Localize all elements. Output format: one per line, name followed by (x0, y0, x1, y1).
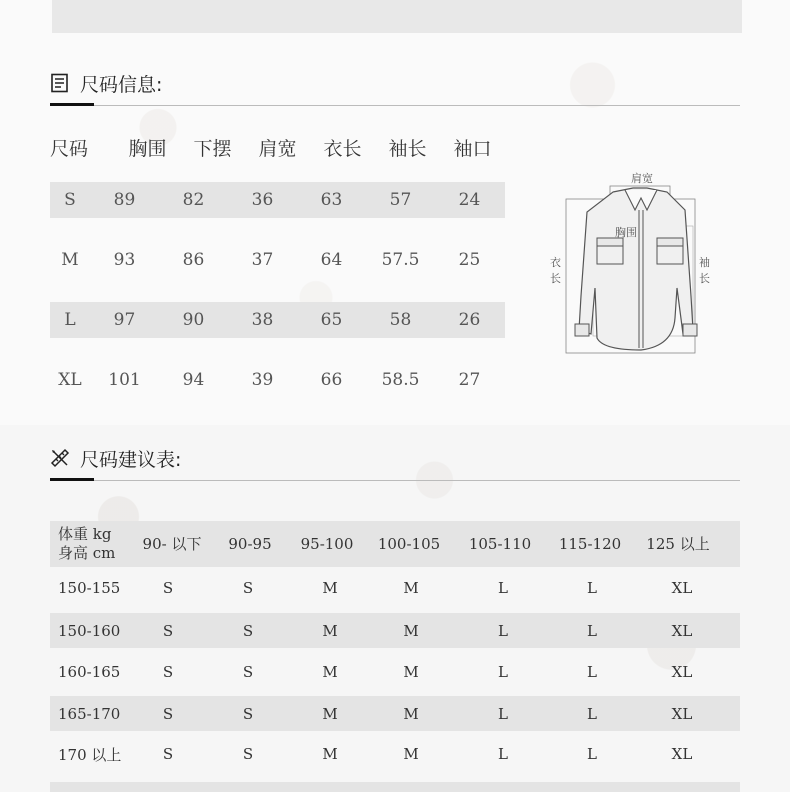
table-cell: 97 (113, 310, 136, 330)
size-cell: M (322, 704, 338, 723)
size-cell: L (587, 621, 597, 640)
table-cell: 64 (320, 250, 343, 270)
table-row (50, 362, 505, 398)
title-accent-bar (50, 478, 94, 481)
header-cell: 下摆 (193, 137, 232, 160)
height-cell: 160-165 (58, 663, 121, 681)
size-table-header (50, 130, 505, 164)
weight-column-header: 100-105 (377, 535, 441, 553)
size-cell: S (242, 745, 254, 763)
size-cell: S (242, 663, 254, 681)
size-cell: M (322, 663, 338, 681)
size-cell: M (403, 704, 419, 723)
height-cell: 165-170 (58, 704, 121, 723)
table-cell: 37 (251, 250, 274, 270)
corner-label (58, 525, 115, 563)
size-cell: M (322, 578, 338, 597)
size-cell: XL (671, 704, 693, 723)
length-label-1: 衣 (550, 256, 561, 269)
length-label-2: 长 (550, 272, 561, 285)
size-cell: L (498, 621, 508, 640)
header-cell: 尺码 (50, 137, 89, 160)
height-cell: 170 以上 (58, 745, 122, 764)
header-cell: 衣长 (323, 137, 362, 160)
table-cell: L (64, 310, 76, 330)
size-cell: L (587, 745, 597, 763)
weight-column-header: 95-100 (300, 535, 354, 553)
recommend-table-header (50, 521, 740, 567)
size-cell: L (587, 704, 597, 723)
size-cell: S (162, 745, 174, 763)
bottom-strip (50, 782, 740, 792)
table-cell: 27 (458, 370, 481, 390)
table-cell: 65 (320, 310, 343, 330)
table-cell: 24 (458, 190, 481, 210)
table-cell: 57.5 (381, 250, 420, 270)
size-info-title: 尺码信息: (80, 73, 163, 96)
size-cell: M (403, 663, 419, 681)
weight-column-header: 105-110 (468, 535, 532, 553)
table-cell: 36 (251, 190, 274, 210)
table-row (50, 182, 505, 218)
table-cell: M (61, 250, 79, 270)
size-cell: S (242, 621, 254, 640)
shirt-measurement-diagram (545, 168, 725, 358)
size-cell: M (403, 578, 419, 597)
table-cell: 39 (251, 370, 274, 390)
recommend-title: 尺码建议表: (80, 448, 182, 471)
divider (50, 105, 740, 106)
size-cell: M (322, 745, 338, 763)
weight-column-header: 125 以上 (646, 535, 710, 553)
height-cell: 150-155 (58, 578, 121, 597)
ruler-pencil-icon (50, 448, 70, 468)
size-cell: XL (671, 663, 693, 681)
table-cell: 90 (182, 310, 205, 330)
table-cell: S (64, 190, 76, 210)
table-row (50, 242, 505, 278)
table-cell: 66 (320, 370, 343, 390)
table-cell: 86 (182, 250, 205, 270)
size-cell: S (242, 578, 254, 597)
table-cell: 26 (458, 310, 481, 330)
table-cell: 63 (320, 190, 343, 210)
shirt-illustration (545, 168, 725, 358)
size-cell: XL (671, 745, 693, 763)
header-cell: 肩宽 (258, 137, 297, 160)
table-cell: XL (58, 370, 82, 390)
header-cell: 袖口 (453, 137, 492, 160)
size-table (50, 130, 505, 390)
table-cell: 89 (113, 190, 136, 210)
table-cell: 101 (108, 370, 141, 390)
table-row (50, 648, 740, 696)
header-cell: 袖长 (388, 137, 427, 160)
size-cell: L (498, 745, 508, 763)
title-accent-bar (50, 103, 94, 106)
shoulder-width-label: 肩宽 (631, 172, 653, 185)
size-cell: S (162, 578, 174, 597)
size-cell: S (162, 704, 174, 723)
size-recommend-table (50, 521, 740, 777)
table-cell: 38 (251, 310, 274, 330)
weight-column-header: 90-95 (228, 535, 272, 553)
chest-label: 胸围 (615, 226, 637, 239)
weight-column-header: 90- 以下 (142, 535, 202, 553)
table-cell: 82 (182, 190, 205, 210)
table-cell: 58.5 (381, 370, 420, 390)
size-cell: M (403, 621, 419, 640)
size-cell: L (498, 663, 508, 681)
size-cell: L (587, 578, 597, 597)
weight-column-header: 115-120 (558, 535, 622, 553)
table-cell: 93 (113, 250, 136, 270)
table-row (50, 567, 740, 608)
size-cell: M (322, 621, 338, 640)
size-cell: XL (671, 621, 693, 640)
header-cell: 胸围 (128, 137, 167, 160)
size-cell: S (162, 663, 174, 681)
table-row (50, 302, 505, 338)
table-row (50, 613, 740, 648)
sleeve-label-1: 袖 (699, 256, 710, 269)
table-row (50, 696, 740, 731)
document-list-icon (50, 73, 70, 93)
size-cell: S (242, 704, 254, 723)
weight-unit-label: 体重 kg (58, 525, 112, 543)
sleeve-label-2: 长 (699, 272, 710, 285)
table-cell: 57 (389, 190, 412, 210)
table-row (50, 731, 740, 777)
size-cell: XL (671, 578, 693, 597)
height-unit-label: 身高 cm (58, 544, 116, 562)
size-cell: L (498, 578, 508, 597)
size-cell: M (403, 745, 419, 763)
table-cell: 94 (182, 370, 205, 390)
size-cell: S (162, 621, 174, 640)
divider (50, 480, 740, 481)
table-cell: 58 (389, 310, 412, 330)
table-cell: 25 (458, 250, 481, 270)
size-cell: L (498, 704, 508, 723)
height-cell: 150-160 (58, 621, 121, 640)
top-banner-strip (52, 0, 742, 33)
size-cell: L (587, 663, 597, 681)
